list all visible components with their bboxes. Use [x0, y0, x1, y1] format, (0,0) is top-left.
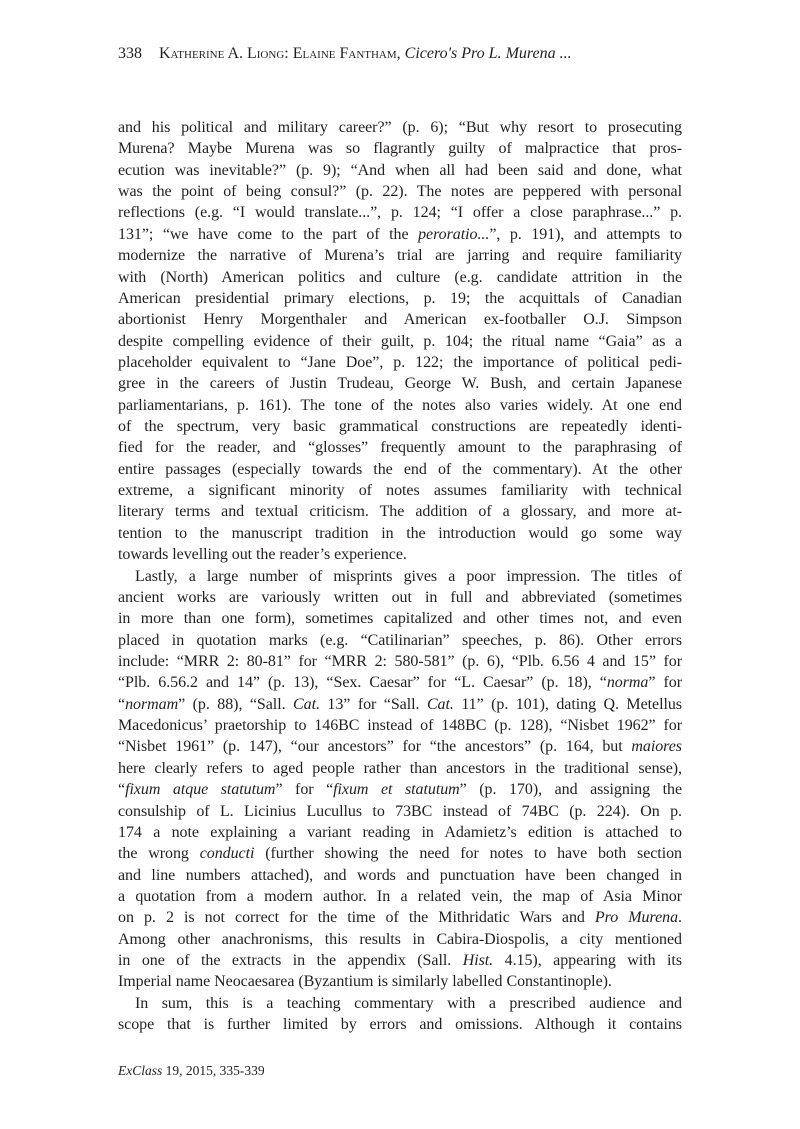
text-run: American presidential primary elections, p. 19; the acquittals of Canadian [118, 289, 682, 307]
reviewer-name: Katherine A. Liong [159, 45, 285, 62]
text-run: tention to the manuscript tradition in the introduction would go some way [118, 524, 682, 542]
text-line [118, 715, 682, 736]
text-run: despite compelling evidence of their guilt, p. 104; the ritual name “Gaia” as a [118, 332, 682, 350]
text-run: scope that is further limited by errors and omissions. Although it contains [118, 1016, 682, 1034]
text-run: placeholder equivalent to “Jane Doe”, p. 122; the importance of political pedi- [118, 353, 682, 371]
italic-text-run: Cat. [293, 695, 320, 713]
text-line [118, 523, 682, 544]
italic-text-run: maiores [631, 738, 682, 756]
text-run: in one of the extracts in the appendix (Sall. [118, 952, 463, 970]
text-run: ”, p. 191), and attempts to [489, 225, 683, 243]
text-run: was the point of being consul?” (p. 22). The notes are peppered with personal [118, 183, 682, 201]
running-header [118, 45, 572, 63]
italic-text-run: Cat. [426, 695, 454, 713]
text-run: modernize the narrative of Murena’s trial are jarring and require familiarity [118, 247, 682, 265]
text-run: reflections (e.g. “I would translate...”, p. 124; “I offer a close paraphrase...” p. [118, 204, 682, 222]
text-line [118, 758, 682, 779]
text-run: “ [118, 781, 126, 799]
text-line [118, 202, 682, 223]
text-run: gree in the careers of Justin Trudeau, George W. Bush, and certain Japanese [118, 375, 682, 393]
text-run: extreme, a significant minority of notes assumes familiarity with technical [118, 482, 682, 500]
text-line [118, 459, 682, 480]
text-line [118, 1014, 682, 1035]
text-run: the wrong [118, 845, 200, 863]
text-run: ecution was inevitable?” (p. 9); “And when all had been said and done, what [118, 161, 682, 179]
text-run: Imperial name Neocaesarea (Byzantium is similarly labelled Constantinople). [118, 973, 612, 991]
text-line [118, 736, 682, 757]
text-line [118, 501, 682, 522]
italic-text-run: peroratio... [418, 225, 490, 243]
italic-text-run: Hist. [462, 952, 494, 970]
text-run: on p. 2 is not correct for the time of the Mithridatic Wars and [118, 909, 595, 927]
text-line [118, 331, 682, 352]
text-run: Macedonicus’ praetorship to 146BC instead of 148BC (p. 128), “Nisbet 1962” for [118, 717, 682, 735]
text-run: and line numbers attached), and words and punctuation have been changed in [118, 866, 682, 884]
text-run: 11” (p. 101), dating Q. Metellus [453, 695, 682, 713]
text-run: “Plb. 6.56.2 and 14” (p. 13), “Sex. Caesar” for “L. Caesar” (p. 18), “ [118, 674, 607, 692]
journal-footer [118, 1063, 265, 1079]
journal-citation: 19, 2015, 335-339 [162, 1063, 265, 1078]
text-line [118, 843, 682, 864]
book-title: Cicero's Pro L. Murena ... [404, 45, 572, 62]
italic-text-run: norma [606, 674, 649, 692]
italic-text-run: conducti [199, 845, 255, 863]
text-run: entire passages (especially towards the end of the commentary). At the other [118, 460, 682, 478]
italic-text-run: fixum atque statutum [125, 781, 276, 799]
body-text [118, 117, 682, 1035]
text-run: In sum, this is a teaching commentary with a prescribed audience and [135, 994, 682, 1012]
text-line [118, 651, 682, 672]
text-run: placed in quotation marks (e.g. “Catilinarian” speeches, p. 86). Other errors [118, 631, 682, 649]
text-run: fied for the reader, and “glosses” frequently amount to the paraphrasing of [118, 439, 682, 457]
text-run: Among other anachronisms, this results in Cabira-Diospolis, a city mentioned [118, 930, 682, 948]
text-run: with (North) American politics and culture (e.g. candidate attrition in the [118, 268, 682, 286]
text-run: Lastly, a large number of misprints gives a poor impression. The titles of [135, 567, 682, 585]
text-run: “Nisbet 1961” (p. 147), “our ancestors” for “the ancestors” (p. 164, but [118, 738, 632, 756]
text-line [118, 117, 682, 138]
text-run: abortionist Henry Morgenthaler and American ex-footballer O.J. Simpson [118, 311, 682, 329]
text-line [118, 437, 682, 458]
text-run: parliamentarians, p. 161). The tone of the notes also varies widely. At one end [118, 396, 682, 414]
page-number: 338 [118, 45, 142, 62]
text-run: 13” for “Sall. [319, 695, 427, 713]
text-run: a quotation from a modern author. In a related vein, the map of Asia Minor [118, 887, 682, 905]
text-run: and his political and military career?” (p. 6); “But why resort to prosecuting [118, 119, 682, 136]
text-line [118, 544, 682, 565]
text-line [118, 224, 682, 245]
text-line [118, 801, 682, 822]
text-run: (further showing the need for notes to have both section [254, 845, 682, 863]
header-colon: : [284, 45, 293, 62]
paragraph [118, 566, 682, 993]
text-line [118, 950, 682, 971]
text-line [118, 630, 682, 651]
text-run: towards levelling out the reader’s experience. [118, 546, 407, 564]
text-line [118, 288, 682, 309]
text-run: ancient works are variously written out in full and abbreviated (sometimes [118, 588, 682, 606]
text-run: 174 a note explaining a variant reading in Adamietz’s edition is attached to [118, 823, 682, 841]
text-run: 4.15), appearing with its [493, 952, 682, 970]
italic-text-run: normam [125, 695, 179, 713]
text-line [118, 138, 682, 159]
text-line [118, 971, 682, 992]
text-run: ” for [648, 674, 682, 692]
text-line [118, 694, 682, 715]
text-line [118, 779, 682, 800]
text-run: ” for “ [275, 781, 334, 799]
book-author: Elaine Fantham [292, 45, 397, 62]
text-line [118, 245, 682, 266]
text-run: in more than one form), sometimes capitalized and other times not, and even [118, 610, 682, 628]
text-line [118, 886, 682, 907]
text-line [118, 822, 682, 843]
text-line [118, 993, 682, 1014]
text-line [118, 352, 682, 373]
text-line [118, 416, 682, 437]
text-run: ” (p. 88), “Sall. [178, 695, 294, 713]
text-run: ” (p. 170), and assigning the [459, 781, 682, 799]
text-line [118, 373, 682, 394]
text-line [118, 672, 682, 693]
text-run: here clearly refers to aged people rather than ancestors in the traditional sense), [118, 759, 682, 777]
text-run: “ [118, 695, 126, 713]
text-run: Murena? Maybe Murena was so flagrantly guilty of malpractice that pros- [118, 140, 682, 158]
text-line [118, 309, 682, 330]
italic-text-run: Pro Murena [594, 909, 679, 927]
text-line [118, 566, 682, 587]
text-line [118, 395, 682, 416]
text-run: consulship of L. Licinius Lucullus to 73BC instead of 74BC (p. 224). On p. [118, 802, 682, 820]
text-run: . [678, 909, 682, 927]
text-line [118, 267, 682, 288]
paragraph [118, 117, 682, 566]
text-run: include: “MRR 2: 80-81” for “MRR 2: 580-581” (p. 6), “Plb. 6.56 4 and 15” for [118, 652, 682, 670]
paragraph [118, 993, 682, 1036]
text-line [118, 929, 682, 950]
text-run: literary terms and textual criticism. The addition of a glossary, and more at- [118, 503, 682, 521]
text-line [118, 907, 682, 928]
text-line [118, 160, 682, 181]
text-line [118, 480, 682, 501]
text-line [118, 587, 682, 608]
text-line [118, 181, 682, 202]
header-comma: , [396, 45, 405, 62]
italic-text-run: fixum et statutum [333, 781, 460, 799]
text-run: of the spectrum, very basic grammatical constructions are repeatedly identi- [118, 418, 682, 436]
text-line [118, 608, 682, 629]
journal-name: ExClass [118, 1063, 163, 1078]
text-run: 131”; “we have come to the part of the [118, 225, 419, 243]
text-line [118, 865, 682, 886]
